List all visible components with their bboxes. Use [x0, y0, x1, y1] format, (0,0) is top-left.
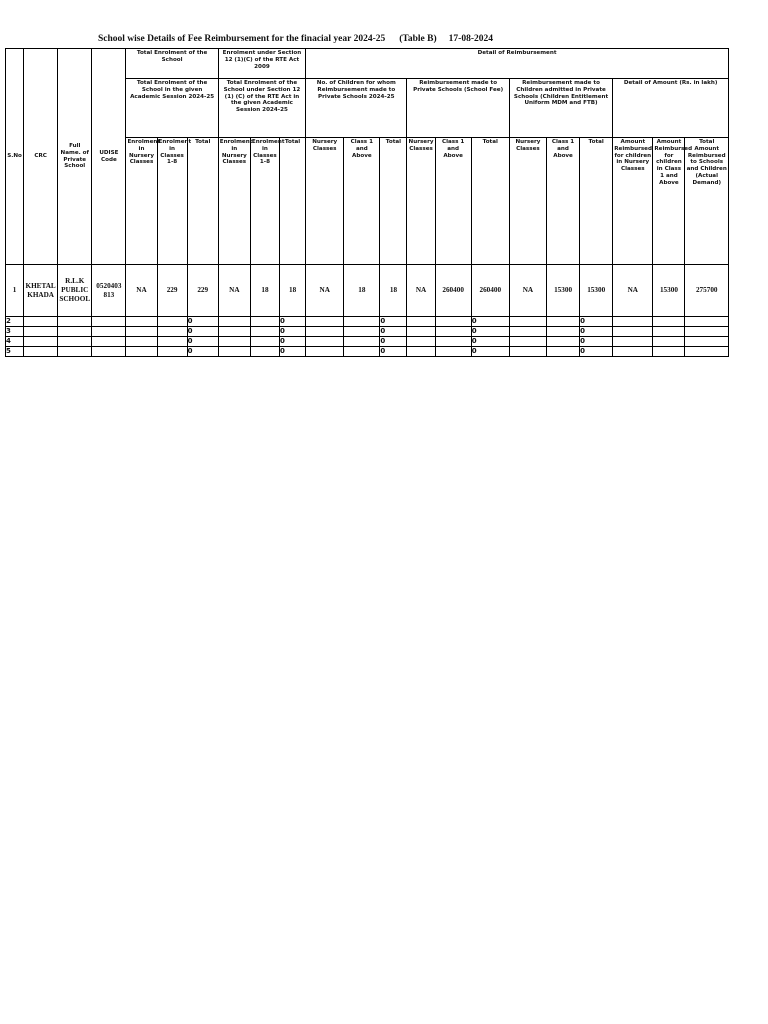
header-amt-nursery: Amount Reimbursed for children in Nursery Classes: [613, 138, 653, 265]
title-table-label: (Table B): [399, 34, 437, 44]
cell-enrol-nursery: NA: [126, 265, 157, 317]
cell-fee-total: 0: [471, 337, 509, 347]
table-row: [6, 327, 729, 337]
cell-ent-total: 0: [580, 337, 613, 347]
cell-fee-total: 260400: [471, 265, 509, 317]
cell-amt-nursery: NA: [613, 265, 653, 317]
header-sub-children-count: No. of Children for whom Reimbursement made to Private Schools 2024-25: [306, 79, 407, 138]
cell-ent-total: 0: [580, 317, 613, 327]
cell-children-class1: 18: [344, 265, 380, 317]
cell-children-total: 0: [380, 317, 407, 327]
cell-crc: KHETAL KHADA: [24, 265, 58, 317]
header-enrol-classes-1-8: Enrolment in Classes 1-8: [157, 138, 187, 265]
cell-children-total: 18: [380, 265, 407, 317]
cell-amt-class1: 15300: [653, 265, 685, 317]
header-sub-entitlement: Reimbursement made to Children admitted in Private Schools (Children Entitlement Uniform MDM and FTB): [509, 79, 612, 138]
cell-rte-total: 18: [280, 265, 306, 317]
cell-ent-total: 0: [580, 347, 613, 357]
cell-sno: 1: [6, 265, 24, 317]
cell-children-total: 0: [380, 337, 407, 347]
cell-enrol-total: 0: [187, 347, 218, 357]
cell-rte-1-8: 18: [250, 265, 279, 317]
header-total-enrolment-group: Total Enrolment of the School: [126, 49, 218, 79]
cell-children-nursery: NA: [306, 265, 344, 317]
header-sub-rte-enrolment: Total Enrolment of the School under Section 12 (1) (C) of the RTE Act in the given Academic Session 2024-25: [218, 79, 305, 138]
cell-enrol-total: 0: [187, 337, 218, 347]
header-rte-classes-1-8: Enrolment in Classes 1-8: [250, 138, 279, 265]
header-reimbursement-group: Detail of Reimbursement: [306, 49, 729, 79]
header-sub-amount: Detail of Amount (Rs. in lakh): [613, 79, 729, 138]
cell-fee-total: 0: [471, 347, 509, 357]
cell-rte-nursery: NA: [218, 265, 250, 317]
header-amt-total: Total Amount Reimbursed to Schools and Children (Actual Demand): [685, 138, 729, 265]
cell-amt-total: 275700: [685, 265, 729, 317]
report-title: [98, 34, 493, 44]
fee-reimbursement-table: [5, 48, 729, 357]
header-enrol-nursery: Enrolment in Nursery Classes: [126, 138, 157, 265]
header-ent-total: Total: [580, 138, 613, 265]
cell-sno: 5: [6, 347, 24, 357]
header-amt-class1: Amount Reimbursed for children in Class 1 and Above: [653, 138, 685, 265]
header-sub-total-enrolment: Total Enrolment of the School in the given Academic Session 2024-25: [126, 79, 218, 138]
cell-ent-nursery: NA: [509, 265, 546, 317]
table-row: [6, 347, 729, 357]
cell-rte-total: 0: [280, 317, 306, 327]
header-children-nursery: Nursery Classes: [306, 138, 344, 265]
header-rte-enrolment-group: Enrolment under Section 12 (1)(C) of the RTE Act 2009: [218, 49, 305, 79]
cell-ent-total: 15300: [580, 265, 613, 317]
cell-children-total: 0: [380, 327, 407, 337]
title-date: 17-08-2024: [448, 34, 493, 44]
cell-sno: 2: [6, 317, 24, 327]
cell-ent-total: 0: [580, 327, 613, 337]
cell-rte-total: 0: [280, 347, 306, 357]
cell-fee-total: 0: [471, 317, 509, 327]
cell-sno: 3: [6, 327, 24, 337]
table-row: [6, 337, 729, 347]
table-row: [6, 265, 729, 317]
header-children-class1: Class 1 and Above: [344, 138, 380, 265]
header-fee-class1: Class 1 and Above: [435, 138, 471, 265]
cell-fee-class1: 260400: [435, 265, 471, 317]
cell-ent-class1: 15300: [546, 265, 579, 317]
header-sno: S.No: [6, 49, 24, 265]
header-enrol-total: Total: [187, 138, 218, 265]
header-row-1: [6, 49, 729, 79]
header-rte-nursery: Enrolment in Nursery Classes: [218, 138, 250, 265]
header-sub-school-fee: Reimbursement made to Private Schools (School Fee): [407, 79, 509, 138]
cell-fee-total: 0: [471, 327, 509, 337]
title-main: School wise Details of Fee Reimbursement for the finacial year 2024-25: [98, 34, 386, 44]
cell-enrol-1-8: 229: [157, 265, 187, 317]
cell-children-total: 0: [380, 347, 407, 357]
cell-enrol-total: 229: [187, 265, 218, 317]
cell-rte-total: 0: [280, 327, 306, 337]
header-ent-class1: Class 1 and Above: [546, 138, 579, 265]
cell-enrol-total: 0: [187, 327, 218, 337]
cell-fee-nursery: NA: [407, 265, 435, 317]
cell-enrol-total: 0: [187, 317, 218, 327]
header-rte-total: Total: [280, 138, 306, 265]
header-crc: CRC: [24, 49, 58, 265]
header-fee-nursery: Nursery Classes: [407, 138, 435, 265]
table-row: [6, 317, 729, 327]
header-fee-total: Total: [471, 138, 509, 265]
cell-school: R.L.K PUBLIC SCHOOL: [58, 265, 92, 317]
cell-rte-total: 0: [280, 337, 306, 347]
header-ent-nursery: Nursery Classes: [509, 138, 546, 265]
header-school-name: Full Name. of Private School: [58, 49, 92, 265]
cell-udise: 0520403 813: [92, 265, 126, 317]
header-children-total: Total: [380, 138, 407, 265]
header-udise: UDISE Code: [92, 49, 126, 265]
cell-sno: 4: [6, 337, 24, 347]
